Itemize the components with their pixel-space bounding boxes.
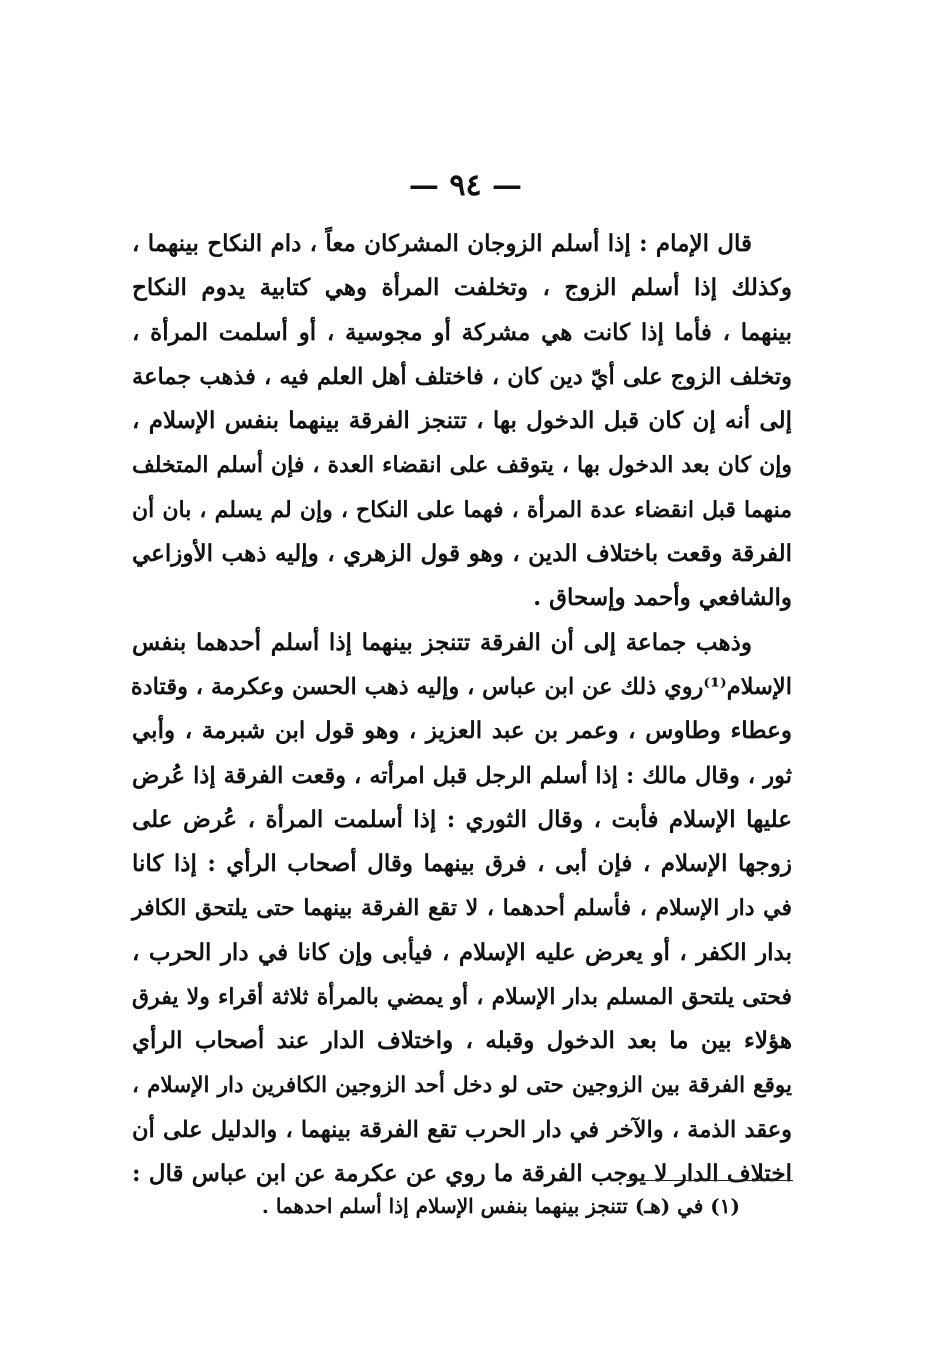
text-line: وتخلف الزوج على أيّ دين كان ، فاختلف أهل العلم فيه ، فذهب جماعة (132, 363, 792, 390)
text-line: في دار الإسلام ، فأسلم أحدهما ، لا تقع الفرقة بينهما حتى يلتحق الكافر (132, 895, 792, 922)
text-line: عليها الإسلام فأبت ، وقال الثوري : إذا أسلمت المرأة ، عُرض على (132, 805, 792, 833)
text-line: وعقد الذمة ، والآخر في دار الحرب تقع الفرقة بينهما ، والدليل على أن (132, 1116, 792, 1143)
text-line: والشافعي وأحمد وإسحاق . (533, 584, 792, 612)
text-line: يوقع الفرقة بين الزوجين حتى لو دخل أحد الزوجين الكافرين دار الإسلام ، (132, 1072, 792, 1098)
footnote-separator (627, 1180, 793, 1181)
text-line: هؤلاء بين ما بعد الدخول وقبله ، واختلاف الدار عند أصحاب الرأي (132, 1027, 792, 1055)
text-line: ثور ، وقال مالك : إذا أسلم الرجل قبل امرأته ، وقعت الفرقة إذا عُرض (132, 762, 792, 789)
text-line: فحتى يلتحق المسلم بدار الإسلام ، أو يمضي بالمرأة ثلاثة أقراء ولا يفرق (132, 984, 792, 1011)
page-number: — ٩٤ — (408, 168, 523, 203)
text-line: منهما قبل انقضاء عدة المرأة ، فهما على النكاح ، وإن لم يسلم ، بان أن (132, 496, 792, 523)
text-line: الفرقة وقعت باختلاف الدين ، وهو قول الزهري ، وإليه ذهب الأوزاعي (132, 540, 792, 568)
text-line: بدار الكفر ، أو يعرض عليه الإسلام ، فيأبى وإن كانا في دار الحرب ، (132, 938, 792, 966)
footnote: (١) في (هـ) تتنجز بينهما بنفس الإسلام إذا أسلم احدهما . (261, 1194, 740, 1218)
text-line: وذهب جماعة إلى أن الفرقة تتنجز بينهما إذا أسلم أحدهما بنفس (132, 628, 752, 656)
text-line: الإسلام⁽¹⁾روي ذلك عن ابن عباس ، وإليه ذهب الحسن وعكرمة ، وقتادة (130, 673, 792, 700)
text-line: زوجها الإسلام ، فإن أبى ، فرق بينهما وقال أصحاب الرأي : إذا كانا (132, 850, 792, 878)
text-line: اختلاف الدار لا يوجب الفرقة ما روي عن عكرمة عن ابن عباس قال : (132, 1160, 792, 1188)
text-line: وكذلك إذا أسلم الزوج ، وتخلفت المرأة وهي كتابية يدوم النكاح (132, 274, 792, 302)
text-line: بينهما ، فأما إذا كانت هي مشركة أو مجوسية ، أو أسلمت المرأة ، (132, 318, 792, 346)
text-line: وإن كان بعد الدخول بها ، يتوقف على انقضاء العدة ، فإن أسلم المتخلف (132, 452, 792, 479)
text-line: قال الإمام : إذا أسلم الزوجان المشركان معاً ، دام النكاح بينهما ، (132, 230, 752, 257)
main-text (132, 222, 792, 1197)
text-line: وعطاء وطاوس ، وعمر بن عبد العزيز ، وهو قول ابن شبرمة ، وأبي (132, 717, 792, 745)
text-line: إلى أنه إن كان قبل الدخول بها ، تتنجز الفرقة بينهما بنفس الإسلام ، (132, 407, 792, 435)
